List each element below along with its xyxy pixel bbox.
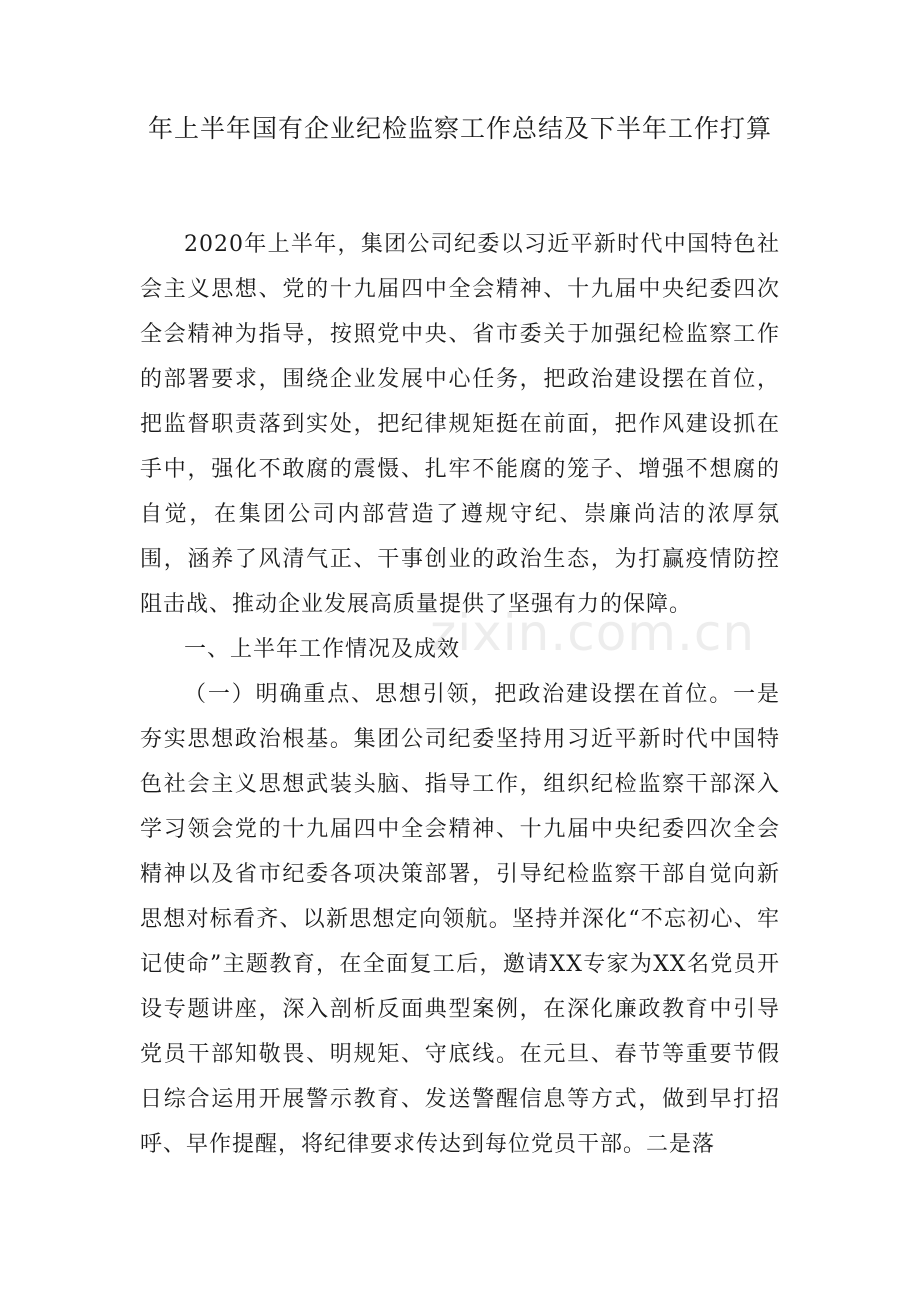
section-heading-1: 一、上半年工作情况及成效 (184, 637, 461, 662)
document-title: 年上半年国有企业纪检监察工作总结及下半年工作打算 (147, 114, 772, 143)
paragraph-section-1-1: （一）明确重点、思想引领，把政治建设摆在首位。一是夯实思想政治根基。集团公司纪委坚持用习近平新时代中国特色社会主义思想武装头脑、指导工作，组织纪检监察干部深入学习领会党的十九届四中全会精神、十九届中央纪委四次全会精神以及省市纪委各项决策部署，引导纪检监察干部自觉向新思想对标看齐、以新思想定向领航。坚持并深化“不忘初心、牢记使命”主题教育，在全面复工后，邀请XX专家为XX名党员开设专题讲座，深入剖析反面典型案例，在深化廉政教育中引导党员干部知敬畏、明规矩、守底线。在元旦、春节等重要节假日综合运用开展警示教育、发送警醒信息等方式，做到早打招呼、早作提醒，将纪律要求传达到每位党员干部。二是落 (140, 682, 780, 1157)
document-body (140, 222, 780, 1167)
watermark-logo: zixin.com.cn (430, 604, 756, 662)
paragraph-intro: 2020年上半年，集团公司纪委以习近平新时代中国特色社会主义思想、党的十九届四中全会精神、十九届中央纪委四次全会精神为指导，按照党中央、省市委关于加强纪检监察工作的部署要求，围绕企业发展中心任务，把政治建设摆在首位，把监督职责落到实处，把纪律规矩挺在前面，把作风建设抓在手中，强化不敢腐的震慑、扎牢不能腐的笼子、增强不想腐的自觉，在集团公司内部营造了遵规守纪、崇廉尚洁的浓厚氛围，涵养了风清气正、干事创业的政治生态，为打赢疫情防控阻击战、推动企业发展高质量提供了坚强有力的保障。 (140, 232, 780, 617)
